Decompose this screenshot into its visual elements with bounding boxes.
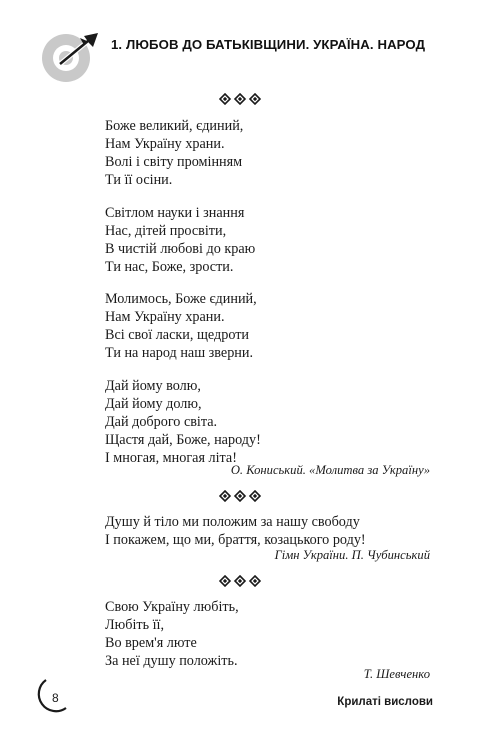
attribution: О. Кониський. «Молитва за Україну» [230, 463, 430, 477]
verse-line: За неї душу положіть. [105, 653, 238, 669]
verse-line: В чистій любові до краю [105, 241, 256, 257]
verse-line: І многая, многая літа! [105, 450, 237, 466]
stanza [105, 513, 366, 549]
stanza [105, 290, 257, 362]
verse-line: Ти нас, Боже, зрости. [105, 259, 234, 275]
target-arrow-icon [38, 33, 100, 83]
verse-line: Щастя дай, Боже, народу! [105, 432, 261, 448]
verse-line: Нам Україну храни. [105, 136, 225, 152]
verse-line: Дай доброго світа. [105, 414, 218, 430]
verse-line: Во врем'я люте [105, 635, 197, 651]
verse-line: Нас, дітей просвіти, [105, 223, 227, 239]
verse-line: Ти на народ наш зверни. [105, 345, 254, 361]
triple-diamond-ornament-icon [219, 93, 261, 105]
verse-line: Дай йому волю, [105, 378, 201, 394]
stanza [105, 117, 243, 189]
attribution: Гімн України. П. Чубинський [274, 548, 430, 562]
verse-line: Світлом науки і знання [105, 205, 245, 221]
verse-line: Молимось, Боже єдиний, [105, 291, 257, 307]
triple-diamond-ornament-icon [219, 490, 261, 502]
verse-line: Боже великий, єдиний, [105, 118, 244, 134]
verse-line: І покажем, що ми, браття, козацького роду! [105, 532, 366, 548]
stanza [105, 204, 255, 276]
triple-diamond-ornament-icon [219, 575, 261, 587]
verse-line: Любіть її, [105, 617, 165, 633]
ornament-divider [0, 489, 479, 507]
stanza [105, 377, 261, 467]
verse-line: Душу й тіло ми положим за нашу свободу [105, 514, 360, 530]
verse-line: Нам Україну храни. [105, 309, 225, 325]
page-number: 8 [52, 691, 59, 705]
verse-line: Дай йому долю, [105, 396, 202, 412]
verse-line: Свою Україну любіть, [105, 599, 239, 615]
chapter-title: 1. ЛЮБОВ ДО БАТЬКІВЩИНИ. УКРАЇНА. НАРОД [111, 37, 426, 52]
ornament-divider [0, 574, 479, 592]
book-title: Крилаті вислови [337, 696, 433, 708]
verse-line: Всі свої ласки, щедроти [105, 327, 250, 343]
stanza [105, 598, 239, 670]
attribution: Т. Шевченко [363, 667, 430, 681]
verse-line: Волі і світу промінням [105, 154, 243, 170]
ornament-divider [0, 92, 479, 110]
verse-line: Ти її осіни. [105, 172, 173, 188]
